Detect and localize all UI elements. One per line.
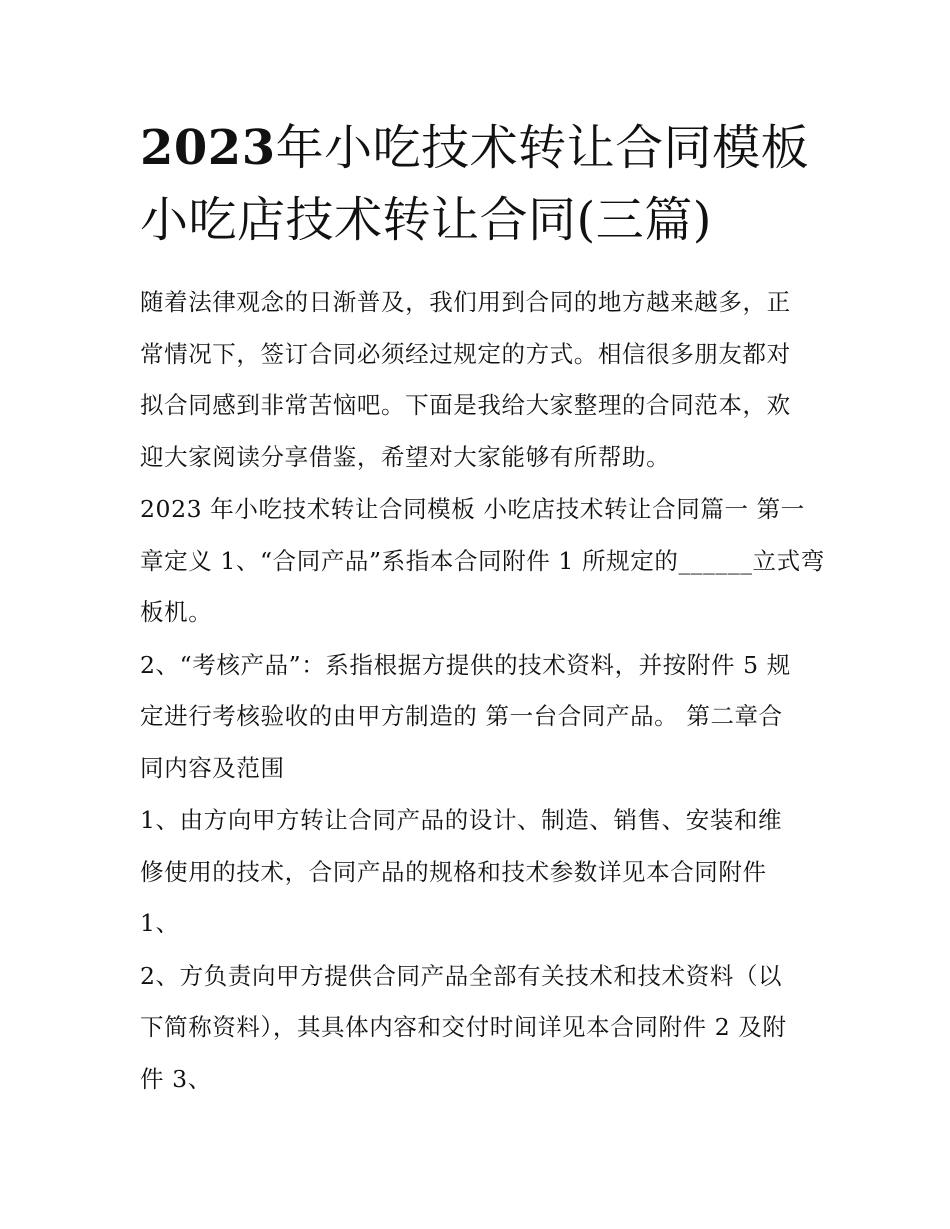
paragraph-line: 常情况下，签订合同必须经过规定的方式。相信很多朋友都对 [140,339,791,368]
document-title [140,112,820,256]
paragraph-assessment-product [140,640,820,795]
paragraph-line: 迎大家阅读分享借鉴，希望对大家能够有所帮助。 [140,442,671,471]
paragraph-line: 下简称资料），其具体内容和交付时间详见本合同附件 2 及附 [140,1013,787,1041]
title-line-2: 小吃店技术转让合同(三篇) [140,192,712,248]
paragraph-line: 2023 年小吃技术转让合同模板 小吃店技术转让合同篇一 第一 [140,495,805,523]
paragraph-line: 同内容及范围 [140,753,285,782]
title-year: 2023 [140,120,276,176]
paragraph-line: 2、“考核产品”：系指根据方提供的技术资料，并按附件 5 规 [140,650,791,679]
paragraph-intro [140,277,820,483]
paragraph-clause-1 [140,795,820,950]
paragraph-line: 板机。 [140,598,213,626]
paragraph-line: 拟合同感到非常苦恼吧。下面是我给大家整理的合同范本，欢 [140,391,791,419]
paragraph-chapter-one [140,484,825,639]
paragraph-line: 件 3、 [140,1064,212,1093]
title-line-1 [140,112,820,184]
paragraph-line: 2、方负责向甲方提供合同产品全部有关技术和技术资料（以 [140,961,783,990]
document-body [140,277,825,1106]
paragraph-line: 1、 [140,909,180,937]
paragraph-line: 章定义 1、“合同产品”系指本合同附件 1 所规定的______立式弯 [140,546,825,575]
paragraph-line: 定进行考核验收的由甲方制造的 第一台合同产品。 第二章合 [140,702,783,730]
paragraph-line: 修使用的技术，合同产品的规格和技术参数详见本合同附件 [140,857,767,886]
paragraph-clause-2 [140,951,820,1106]
paragraph-line: 随着法律观念的日渐普及，我们用到合同的地方越来越多，正 [140,288,791,316]
paragraph-line: 1、由方向甲方转让合同产品的设计、制造、销售、安装和维 [140,806,783,834]
title-line-1-text: 年小吃技术转让合同模板 [275,120,810,176]
